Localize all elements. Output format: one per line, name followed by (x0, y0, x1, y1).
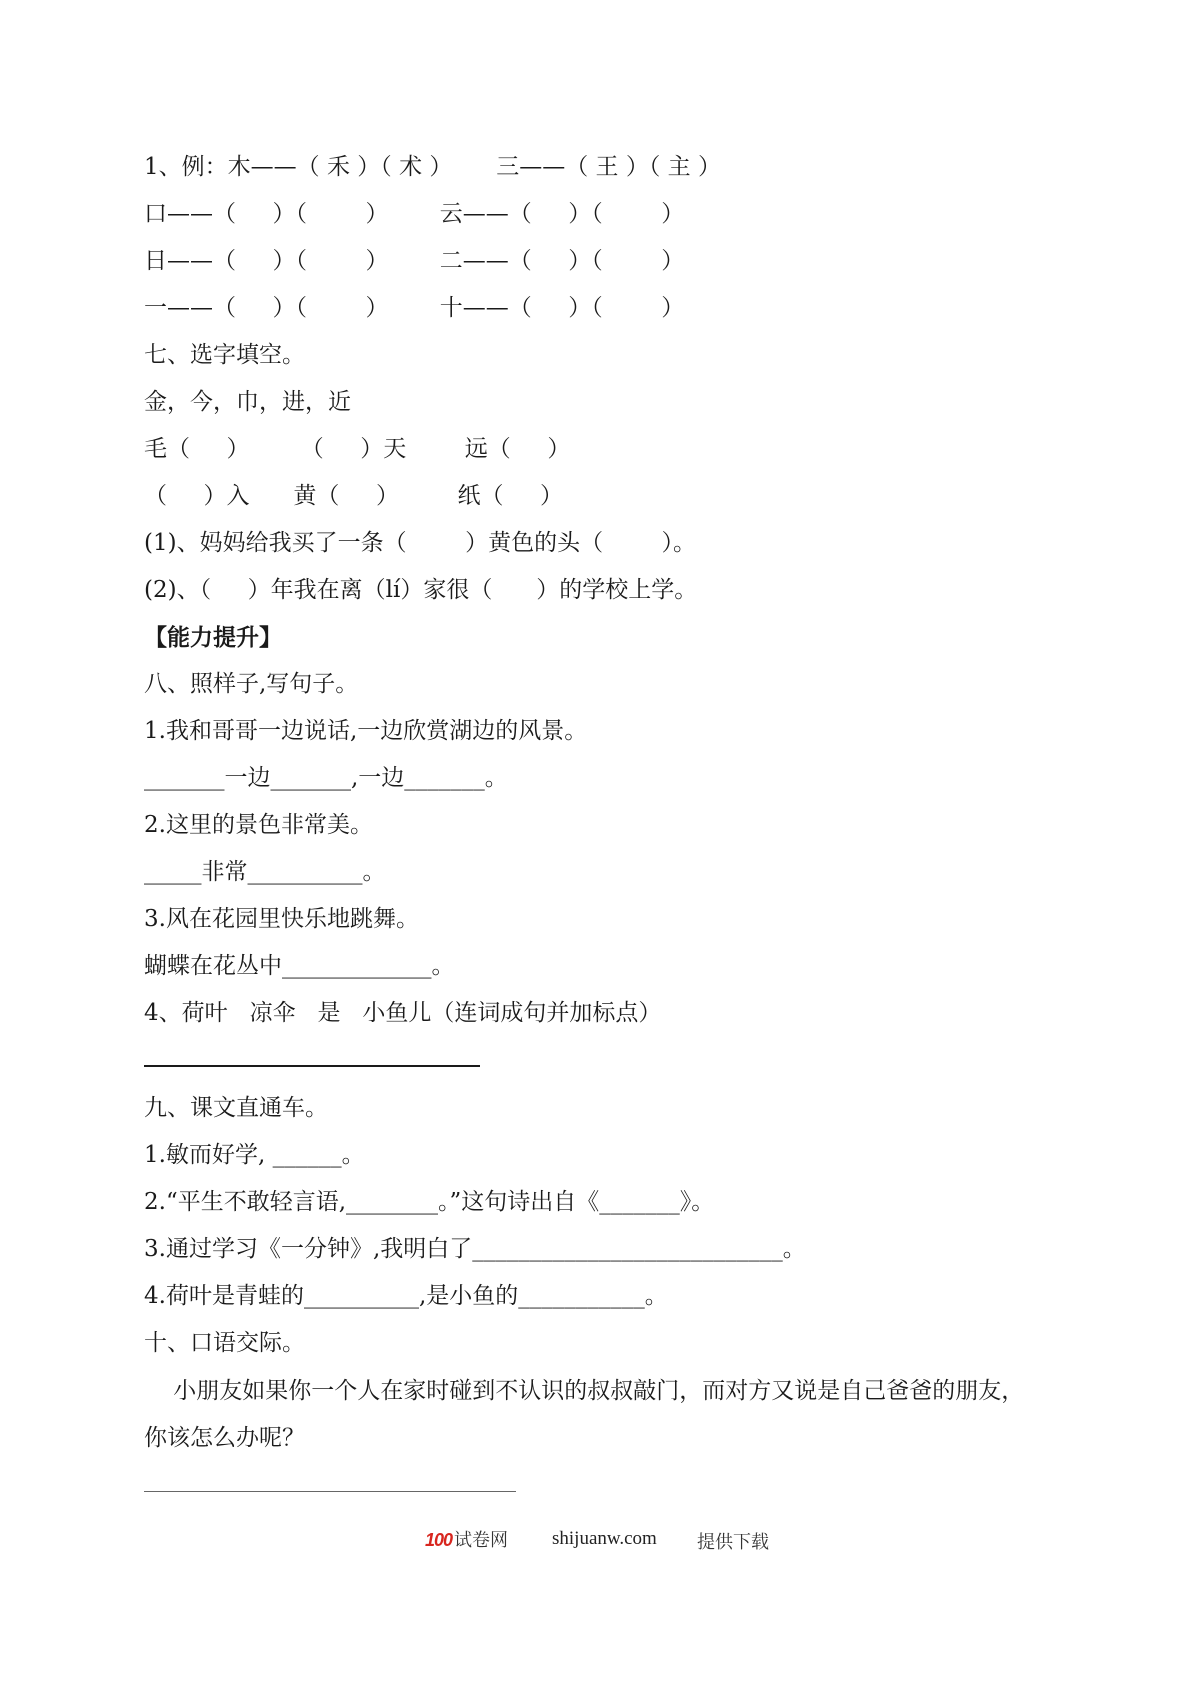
fill-line: 1.敏而好学, ______。 (144, 1142, 365, 1168)
section-title: 【能力提升】 (144, 624, 282, 651)
answer-rule (144, 1065, 480, 1067)
exercise-line: 4、荷叶 凉伞 是 小鱼儿（连词成句并加标点） (144, 1000, 662, 1026)
exercise-line: 2.这里的景色非常美。 (144, 812, 373, 838)
fill-line: 3.通过学习《一分钟》,我明白了___________________________。 (144, 1236, 806, 1262)
section-heading: 七、选字填空。 (144, 342, 305, 368)
exercise-line: 一——（ ）（ ） 十——（ ）（ ） (144, 295, 685, 321)
fill-line: 2.“平生不敢轻言语,________。”这句诗出自《_______》。 (144, 1189, 715, 1215)
exercise-line: 3.风在花园里快乐地跳舞。 (144, 906, 419, 932)
exercise-line: （ ）入 黄（ ） 纸（ ） (144, 483, 564, 509)
paragraph-line: 小朋友如果你一个人在家时碰到不认识的叔叔敲门，而对方又说是自己爸爸的朋友， (144, 1378, 1025, 1404)
site-url: shijuanw.com (552, 1528, 657, 1549)
exercise-line: 口——（ ）（ ） 云——（ ）（ ） (144, 201, 685, 227)
exercise-example-line: 1、例：木——（ 禾 ）（ 术 ） 三——（ 王 ）（ 主 ） (144, 154, 721, 180)
section-heading: 九、课文直通车。 (144, 1095, 328, 1121)
provide-download-text: 提供下载 (697, 1532, 769, 1553)
logo-text: 试卷网 (454, 1530, 509, 1551)
answer-rule (144, 1491, 516, 1492)
site-logo (425, 1526, 508, 1552)
fill-line: _____非常__________。 (144, 859, 386, 885)
word-options: 金，今，巾，进，近 (144, 389, 351, 415)
fill-line: 4.荷叶是青蛙的__________,是小鱼的___________。 (144, 1283, 668, 1309)
section-heading: 八、照样子,写句子。 (144, 671, 359, 697)
exercise-line: 毛（ ） （ ）天 远（ ） (144, 436, 571, 462)
section-heading: 十、口语交际。 (144, 1330, 305, 1356)
exercise-line: (2)、（ ）年我在离（lí）家很（ ）的学校上学。 (144, 577, 698, 603)
fill-line: _______一边_______,一边_______。 (144, 765, 508, 791)
exercise-line: 日——（ ）（ ） 二——（ ）（ ） (144, 248, 685, 274)
paragraph-line: 你该怎么办呢？ (144, 1425, 305, 1451)
fill-line: 蝴蝶在花丛中_____________。 (144, 953, 455, 979)
exercise-line: (1)、妈妈给我买了一条（ ）黄色的头（ ）。 (144, 530, 697, 556)
logo-number: 100 (425, 1530, 453, 1550)
exercise-line: 1.我和哥哥一边说话,一边欣赏湖边的风景。 (144, 718, 588, 744)
